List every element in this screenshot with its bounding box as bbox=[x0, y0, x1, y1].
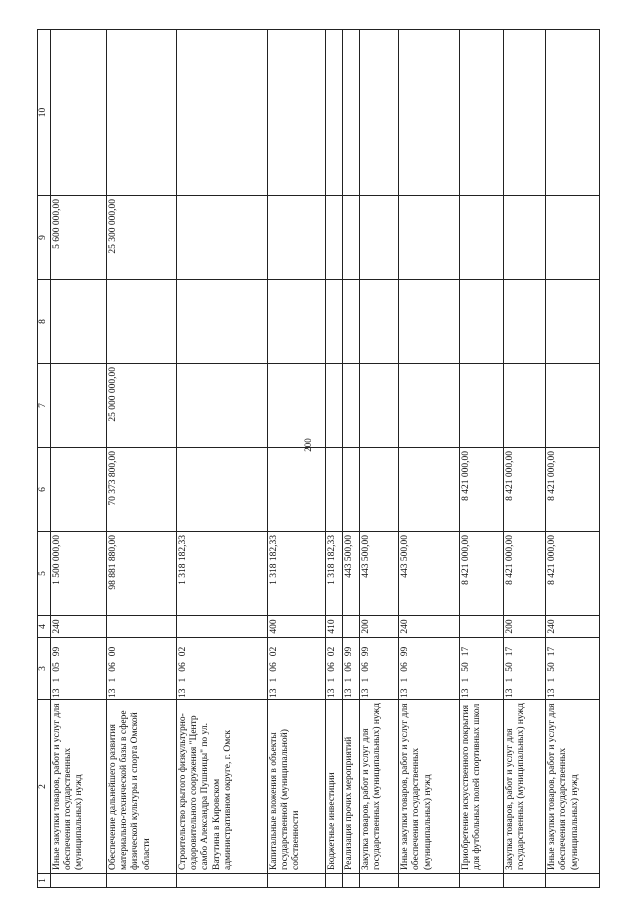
code-part: 13 bbox=[360, 688, 371, 698]
row-value-col6: 8 421 000,00 bbox=[546, 448, 600, 532]
code-part: 17 bbox=[547, 646, 558, 657]
code-part: 13 bbox=[327, 688, 338, 698]
code-part: 1 bbox=[547, 677, 558, 683]
row-code bbox=[177, 638, 268, 700]
row-value-col8 bbox=[359, 280, 399, 364]
row-value-col5: 8 421 000,00 bbox=[546, 532, 600, 616]
budget-table bbox=[37, 29, 600, 888]
row-expense-type bbox=[107, 616, 177, 638]
code-part: 1 bbox=[327, 677, 338, 683]
row-name: Иные закупки товаров, работ и услуг для обеспечения государственных (муниципальных) нужд bbox=[546, 700, 600, 874]
code-part: 50 bbox=[505, 662, 516, 672]
code-part: 13 bbox=[460, 688, 471, 698]
row-value-col5: 1 318 182,33 bbox=[268, 532, 326, 616]
row-name: Иные закупки товаров, работ и услуг для обеспечения государственных (муниципальных) нужд bbox=[399, 700, 460, 874]
code-part: 1 bbox=[178, 677, 189, 683]
row-value-col10 bbox=[268, 30, 326, 196]
row-expense-type: 200 bbox=[504, 616, 546, 638]
row-marker bbox=[177, 874, 268, 888]
row-value-col10 bbox=[177, 30, 268, 196]
row-code bbox=[342, 638, 359, 700]
code-part: 99 bbox=[400, 646, 411, 657]
row-name: Закупка товаров, работ и услуг для государственных (муниципальных) нужд bbox=[504, 700, 546, 874]
code-part: 1 bbox=[505, 677, 516, 683]
code-part: 1 bbox=[460, 677, 471, 683]
row-value-col10 bbox=[459, 30, 503, 196]
row-value-col7 bbox=[504, 364, 546, 448]
col-number: 6 bbox=[38, 448, 51, 532]
row-value-col10 bbox=[107, 30, 177, 196]
row-value-col8 bbox=[504, 280, 546, 364]
table-row bbox=[399, 30, 460, 888]
row-value-col8 bbox=[546, 280, 600, 364]
row-value-col9 bbox=[268, 196, 326, 280]
code-part: 06 bbox=[343, 662, 354, 672]
row-name: Приобретение искусственного покрытия для футбольных полей спортивных школ bbox=[459, 700, 503, 874]
table-row bbox=[359, 30, 399, 888]
row-marker bbox=[326, 874, 343, 888]
row-value-col9 bbox=[459, 196, 503, 280]
code-part: 02 bbox=[178, 646, 189, 657]
row-expense-type: 240 bbox=[51, 616, 107, 638]
table-row bbox=[546, 30, 600, 888]
code-part: 02 bbox=[269, 646, 280, 657]
row-value-col7 bbox=[177, 364, 268, 448]
row-code bbox=[459, 638, 503, 700]
code-part: 17 bbox=[460, 646, 471, 657]
row-expense-type bbox=[459, 616, 503, 638]
code-part: 13 bbox=[52, 688, 62, 698]
row-code bbox=[107, 638, 177, 700]
row-value-col7 bbox=[546, 364, 600, 448]
code-part: 99 bbox=[343, 646, 354, 657]
code-part: 06 bbox=[360, 662, 371, 672]
row-expense-type bbox=[177, 616, 268, 638]
table-row bbox=[268, 30, 326, 888]
code-part: 06 bbox=[178, 662, 189, 672]
code-part: 06 bbox=[327, 662, 338, 672]
table-row bbox=[504, 30, 546, 888]
row-value-col6 bbox=[359, 448, 399, 532]
row-marker bbox=[459, 874, 503, 888]
row-expense-type: 200 bbox=[359, 616, 399, 638]
row-marker bbox=[504, 874, 546, 888]
row-value-col5: 1 318 182,33 bbox=[177, 532, 268, 616]
row-name: Бюджетные инвестиции bbox=[326, 700, 343, 874]
col-number: 5 bbox=[38, 532, 51, 616]
row-value-col8 bbox=[326, 280, 343, 364]
row-value-col8 bbox=[459, 280, 503, 364]
table-row bbox=[459, 30, 503, 888]
row-code bbox=[268, 638, 326, 700]
table-row bbox=[177, 30, 268, 888]
col-number: 10 bbox=[38, 30, 51, 196]
table-row bbox=[342, 30, 359, 888]
row-value-col5: 443 500,00 bbox=[342, 532, 359, 616]
row-value-col10 bbox=[504, 30, 546, 196]
row-code bbox=[51, 638, 107, 700]
row-value-col7 bbox=[399, 364, 460, 448]
row-value-col9 bbox=[177, 196, 268, 280]
code-part: 13 bbox=[505, 688, 516, 698]
code-part: 13 bbox=[108, 688, 119, 698]
row-marker bbox=[399, 874, 460, 888]
row-value-col8 bbox=[51, 280, 107, 364]
row-value-col9: 5 600 000,00 bbox=[51, 196, 107, 280]
code-part: 1 bbox=[400, 677, 411, 683]
row-value-col9 bbox=[342, 196, 359, 280]
code-part: 13 bbox=[178, 688, 189, 698]
row-value-col10 bbox=[326, 30, 343, 196]
row-value-col5: 8 421 000,00 bbox=[504, 532, 546, 616]
row-name: Закупка товаров, работ и услуг для государственных (муниципальных) нужд bbox=[359, 700, 399, 874]
row-code bbox=[546, 638, 600, 700]
row-marker bbox=[107, 874, 177, 888]
row-value-col8 bbox=[399, 280, 460, 364]
col-number: 8 bbox=[38, 280, 51, 364]
row-value-col7 bbox=[342, 364, 359, 448]
row-value-col10 bbox=[342, 30, 359, 196]
row-code bbox=[504, 638, 546, 700]
row-value-col5: 443 500,00 bbox=[359, 532, 399, 616]
row-expense-type: 240 bbox=[399, 616, 460, 638]
row-value-col6 bbox=[342, 448, 359, 532]
row-value-col9 bbox=[359, 196, 399, 280]
code-part: 13 bbox=[400, 688, 411, 698]
row-value-col8 bbox=[177, 280, 268, 364]
row-expense-type: 240 bbox=[546, 616, 600, 638]
code-part: 99 bbox=[360, 646, 371, 657]
code-part: 1 bbox=[343, 677, 354, 683]
row-value-col6 bbox=[51, 448, 107, 532]
col-number: 3 bbox=[38, 638, 51, 700]
row-value-col9 bbox=[504, 196, 546, 280]
row-marker bbox=[546, 874, 600, 888]
code-part: 13 bbox=[547, 688, 558, 698]
row-value-col5: 443 500,00 bbox=[399, 532, 460, 616]
code-part: 05 bbox=[52, 662, 62, 672]
table-row bbox=[107, 30, 177, 888]
page-number: 200 bbox=[303, 438, 313, 452]
row-value-col10 bbox=[359, 30, 399, 196]
col-number: 2 bbox=[38, 700, 51, 874]
code-part: 50 bbox=[547, 662, 558, 672]
table-body bbox=[51, 30, 600, 888]
code-part: 1 bbox=[52, 677, 62, 683]
code-part: 50 bbox=[460, 662, 471, 672]
row-code bbox=[326, 638, 343, 700]
table-row bbox=[326, 30, 343, 888]
code-part: 02 bbox=[327, 646, 338, 657]
col-number: 7 bbox=[38, 364, 51, 448]
code-part: 17 bbox=[505, 646, 516, 657]
row-code bbox=[359, 638, 399, 700]
row-value-col6: 8 421 000,00 bbox=[459, 448, 503, 532]
row-value-col8 bbox=[268, 280, 326, 364]
row-value-col10 bbox=[51, 30, 107, 196]
code-part: 1 bbox=[108, 677, 119, 683]
code-part: 13 bbox=[343, 688, 354, 698]
row-value-col7 bbox=[51, 364, 107, 448]
col-number: 1 bbox=[38, 874, 51, 888]
row-expense-type: 400 bbox=[268, 616, 326, 638]
code-part: 13 bbox=[269, 688, 280, 698]
code-part: 00 bbox=[108, 646, 119, 657]
row-marker bbox=[342, 874, 359, 888]
row-value-col9 bbox=[546, 196, 600, 280]
row-value-col6 bbox=[177, 448, 268, 532]
row-marker bbox=[51, 874, 107, 888]
column-number-row bbox=[38, 30, 51, 888]
row-value-col9: 25 300 000,00 bbox=[107, 196, 177, 280]
row-marker bbox=[359, 874, 399, 888]
code-part: 06 bbox=[269, 662, 280, 672]
row-code bbox=[399, 638, 460, 700]
row-value-col6 bbox=[399, 448, 460, 532]
row-marker bbox=[268, 874, 326, 888]
row-expense-type bbox=[342, 616, 359, 638]
row-value-col8 bbox=[342, 280, 359, 364]
row-name: Обеспечение дальнейшего развития материально-технической базы в сфере физической культуры и спорта Омской области bbox=[107, 700, 177, 874]
col-number: 9 bbox=[38, 196, 51, 280]
table-row bbox=[51, 30, 107, 888]
row-value-col7: 25 000 000,00 bbox=[107, 364, 177, 448]
budget-table-sheet bbox=[37, 30, 600, 888]
row-name: Реализация прочих мероприятий bbox=[342, 700, 359, 874]
row-value-col9 bbox=[326, 196, 343, 280]
row-value-col8 bbox=[107, 280, 177, 364]
code-part: 1 bbox=[360, 677, 371, 683]
row-value-col6: 70 373 800,00 bbox=[107, 448, 177, 532]
row-value-col7 bbox=[326, 364, 343, 448]
row-value-col5: 1 500 000,00 bbox=[51, 532, 107, 616]
row-value-col5: 98 881 880,00 bbox=[107, 532, 177, 616]
row-value-col10 bbox=[546, 30, 600, 196]
row-value-col7 bbox=[359, 364, 399, 448]
row-value-col7 bbox=[459, 364, 503, 448]
row-value-col6 bbox=[326, 448, 343, 532]
row-value-col5: 8 421 000,00 bbox=[459, 532, 503, 616]
code-part: 1 bbox=[269, 677, 280, 683]
row-value-col5: 1 318 182,33 bbox=[326, 532, 343, 616]
row-value-col6: 8 421 000,00 bbox=[504, 448, 546, 532]
code-part: 99 bbox=[52, 646, 62, 657]
row-value-col7 bbox=[268, 364, 326, 448]
col-number: 4 bbox=[38, 616, 51, 638]
code-part: 06 bbox=[108, 662, 119, 672]
row-value-col10 bbox=[399, 30, 460, 196]
code-part: 06 bbox=[400, 662, 411, 672]
row-name: Иные закупки товаров, работ и услуг для обеспечения государственных (муниципальных) нужд bbox=[51, 700, 107, 874]
row-expense-type: 410 bbox=[326, 616, 343, 638]
row-name: Строительство крытого физкультурно-оздоровительного сооружения "Центр самбо Александра Пушницы" по ул. Ватутина в Кировском административном округе, г. Омск bbox=[177, 700, 268, 874]
row-value-col9 bbox=[399, 196, 460, 280]
row-name: Капитальные вложения в объекты государственной (муниципальной) собственности bbox=[268, 700, 326, 874]
row-value-col6 bbox=[268, 448, 326, 532]
